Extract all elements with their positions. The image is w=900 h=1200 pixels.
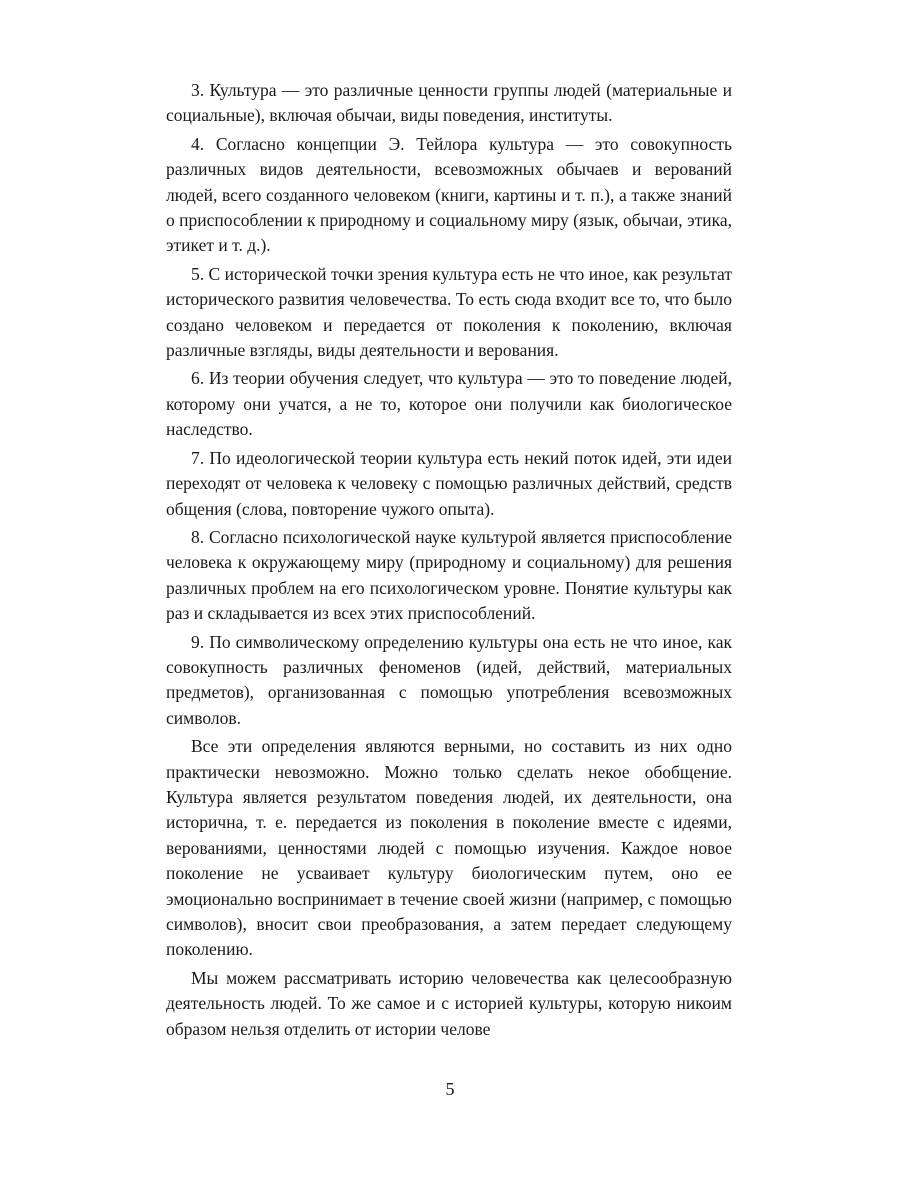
paragraph-4-tylor-concept: 4. Согласно концепции Э. Тейлора культура — это совокупность различных видов деятельности, всевозможных обычаев и верований людей, всего созданного человеком (книги, картины и т. п.), а также знаний о приспособлении к природному и социальному миру (язык, обычаи, этика, этикет и т. д.). — [166, 133, 732, 256]
paragraph-summary: Все эти определения являются верными, но составить из них одно практически невозможно. Можно только сделать некое обобщение. Культура является результатом поведения людей, их деятельности, она исторична, т. е. передается из поколения в поколение вместе с идеями, верованиями, ценностями людей с помощью изучения. Каждое новое поколение не усваивает культуру биологическим путем, оно ее эмоционально воспринимает в течение своей жизни (например, с помощью символов), вносит свои преобразования, а затем передает следующему поколению. — [166, 736, 732, 960]
body-text — [166, 78, 732, 1045]
paragraph-9-symbolic-definition: 9. По символическому определению культуры она есть не что иное, как совокупность различных феноменов (идей, действий, материальных предметов), организованная с помощью употребления всевозможных символов. — [166, 631, 732, 728]
page-number: 5 — [445, 1079, 455, 1099]
paragraph-8-psychological-view: 8. Согласно психологической науке культурой является приспособление человека к окружающему миру (природному и социальному) для решения различных проблем на его психологическом уровне. Понятие культуры как раз и складывается из всех этих приспособлений. — [166, 526, 732, 624]
paragraph-6-learning-theory: 6. Из теории обучения следует, что культура — это то поведение людей, которому они учатся, а не то, которое они получили как биологическое наследство. — [166, 368, 732, 440]
paragraph-3-culture-values: 3. Культура — это различные ценности группы людей (материальные и социальные), включая обычаи, виды поведения, институты. — [166, 80, 732, 126]
paragraph-5-historical-view: 5. С исторической точки зрения культура есть не что иное, как результат исторического развития человечества. То есть сюда входит все то, что было создано человеком и передается от поколения к поколению, включая различные взгляды, виды деятельности и верования. — [166, 263, 732, 361]
paragraph-history-of-culture: Мы можем рассматривать историю человечества как целесообразную деятельность людей. То же самое и с историей культуры, которую никоим образом нельзя отделить от истории челове — [166, 967, 732, 1039]
paragraph-7-ideological-theory: 7. По идеологической теории культура есть некий поток идей, эти идеи переходят от человека к человеку с помощью различных действий, средств общения (слова, повторение чужого опыта). — [166, 447, 732, 519]
